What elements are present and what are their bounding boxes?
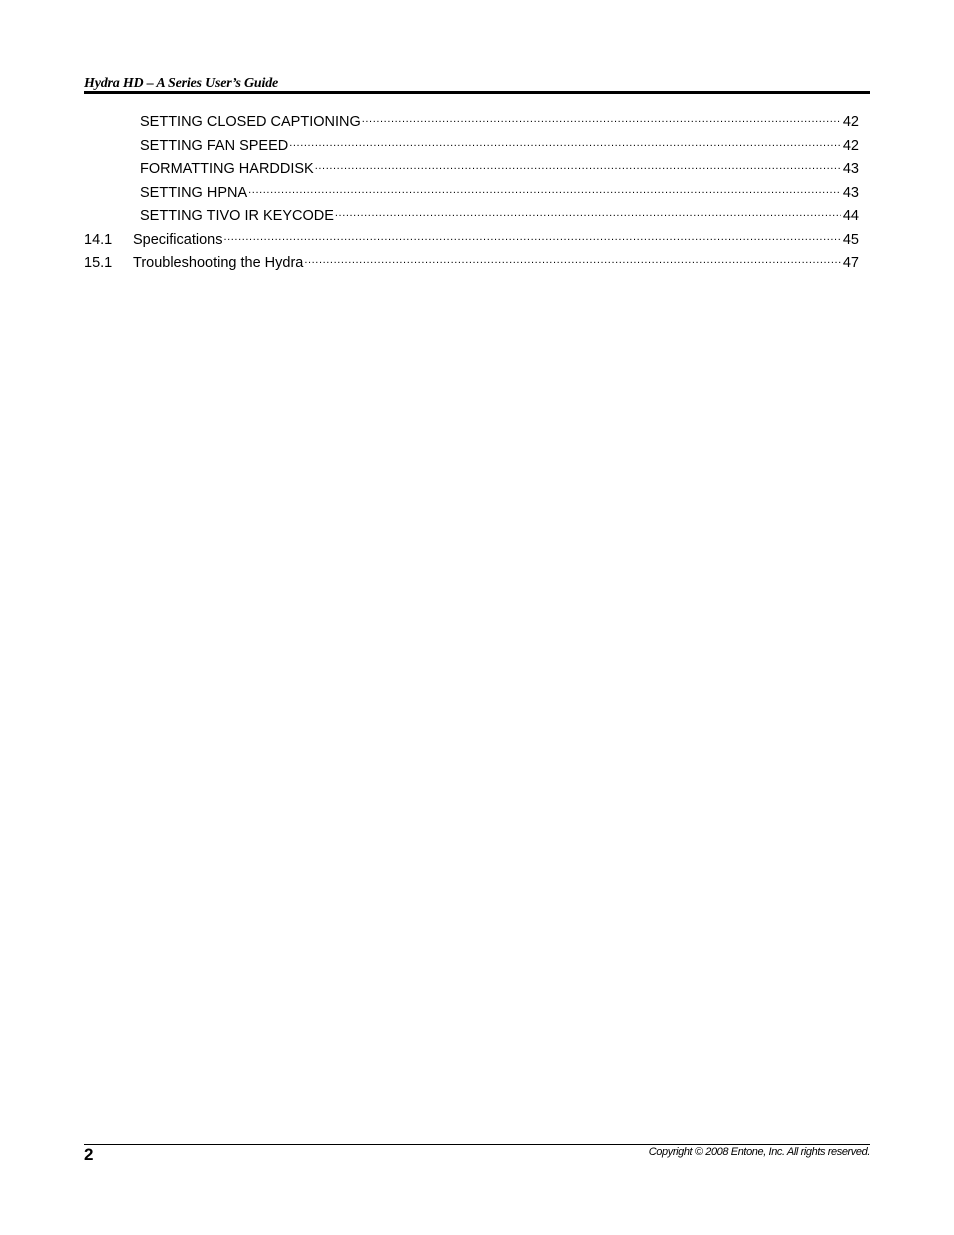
toc-entry[interactable] [84,136,859,160]
toc-entry-page: 45 [842,231,859,248]
toc-entry-number: 14.1 [84,231,113,248]
running-header-title: Hydra HD – A Series User’s Guide [84,76,279,91]
footer-page-number: 2 [84,1145,94,1164]
toc-entry-page: 42 [842,114,859,130]
toc-entry[interactable] [84,112,859,136]
toc-dot-leader [362,112,841,126]
toc-entry-number: 15.1 [84,255,113,271]
toc-entry-label: Troubleshooting the Hydra [133,255,304,271]
toc-dot-leader [248,183,841,197]
toc-entry-label: Specifications [133,231,223,248]
toc-entry[interactable] [84,183,859,207]
toc-entry-page: 47 [842,255,859,271]
toc-entry[interactable] [84,159,859,183]
toc-entry[interactable] [84,206,859,230]
toc-dot-leader [335,206,841,220]
table-of-contents [84,112,859,277]
toc-dot-leader [223,230,840,244]
toc-entry-page: 43 [842,184,859,201]
toc-dot-leader [304,253,841,267]
toc-dot-leader [315,159,841,173]
toc-entry-page: 42 [842,137,859,154]
header-rule [84,91,870,94]
toc-entry-label: SETTING TIVO IR KEYCODE [140,208,334,224]
toc-entry[interactable] [84,230,859,254]
toc-dot-leader [289,136,841,150]
toc-entry-label: SETTING CLOSED CAPTIONING [140,114,361,130]
toc-entry-page: 44 [842,208,859,224]
toc-entry-label: SETTING FAN SPEED [140,137,289,154]
toc-entry[interactable] [84,253,859,277]
footer-rule [84,1144,870,1145]
toc-entry-label: SETTING HPNA [140,184,248,201]
toc-entry-page: 43 [842,161,859,177]
footer-copyright: Copyright © 2008 Entone, Inc. All rights reserved. [648,1146,870,1158]
toc-entry-label: FORMATTING HARDDISK [140,161,314,177]
